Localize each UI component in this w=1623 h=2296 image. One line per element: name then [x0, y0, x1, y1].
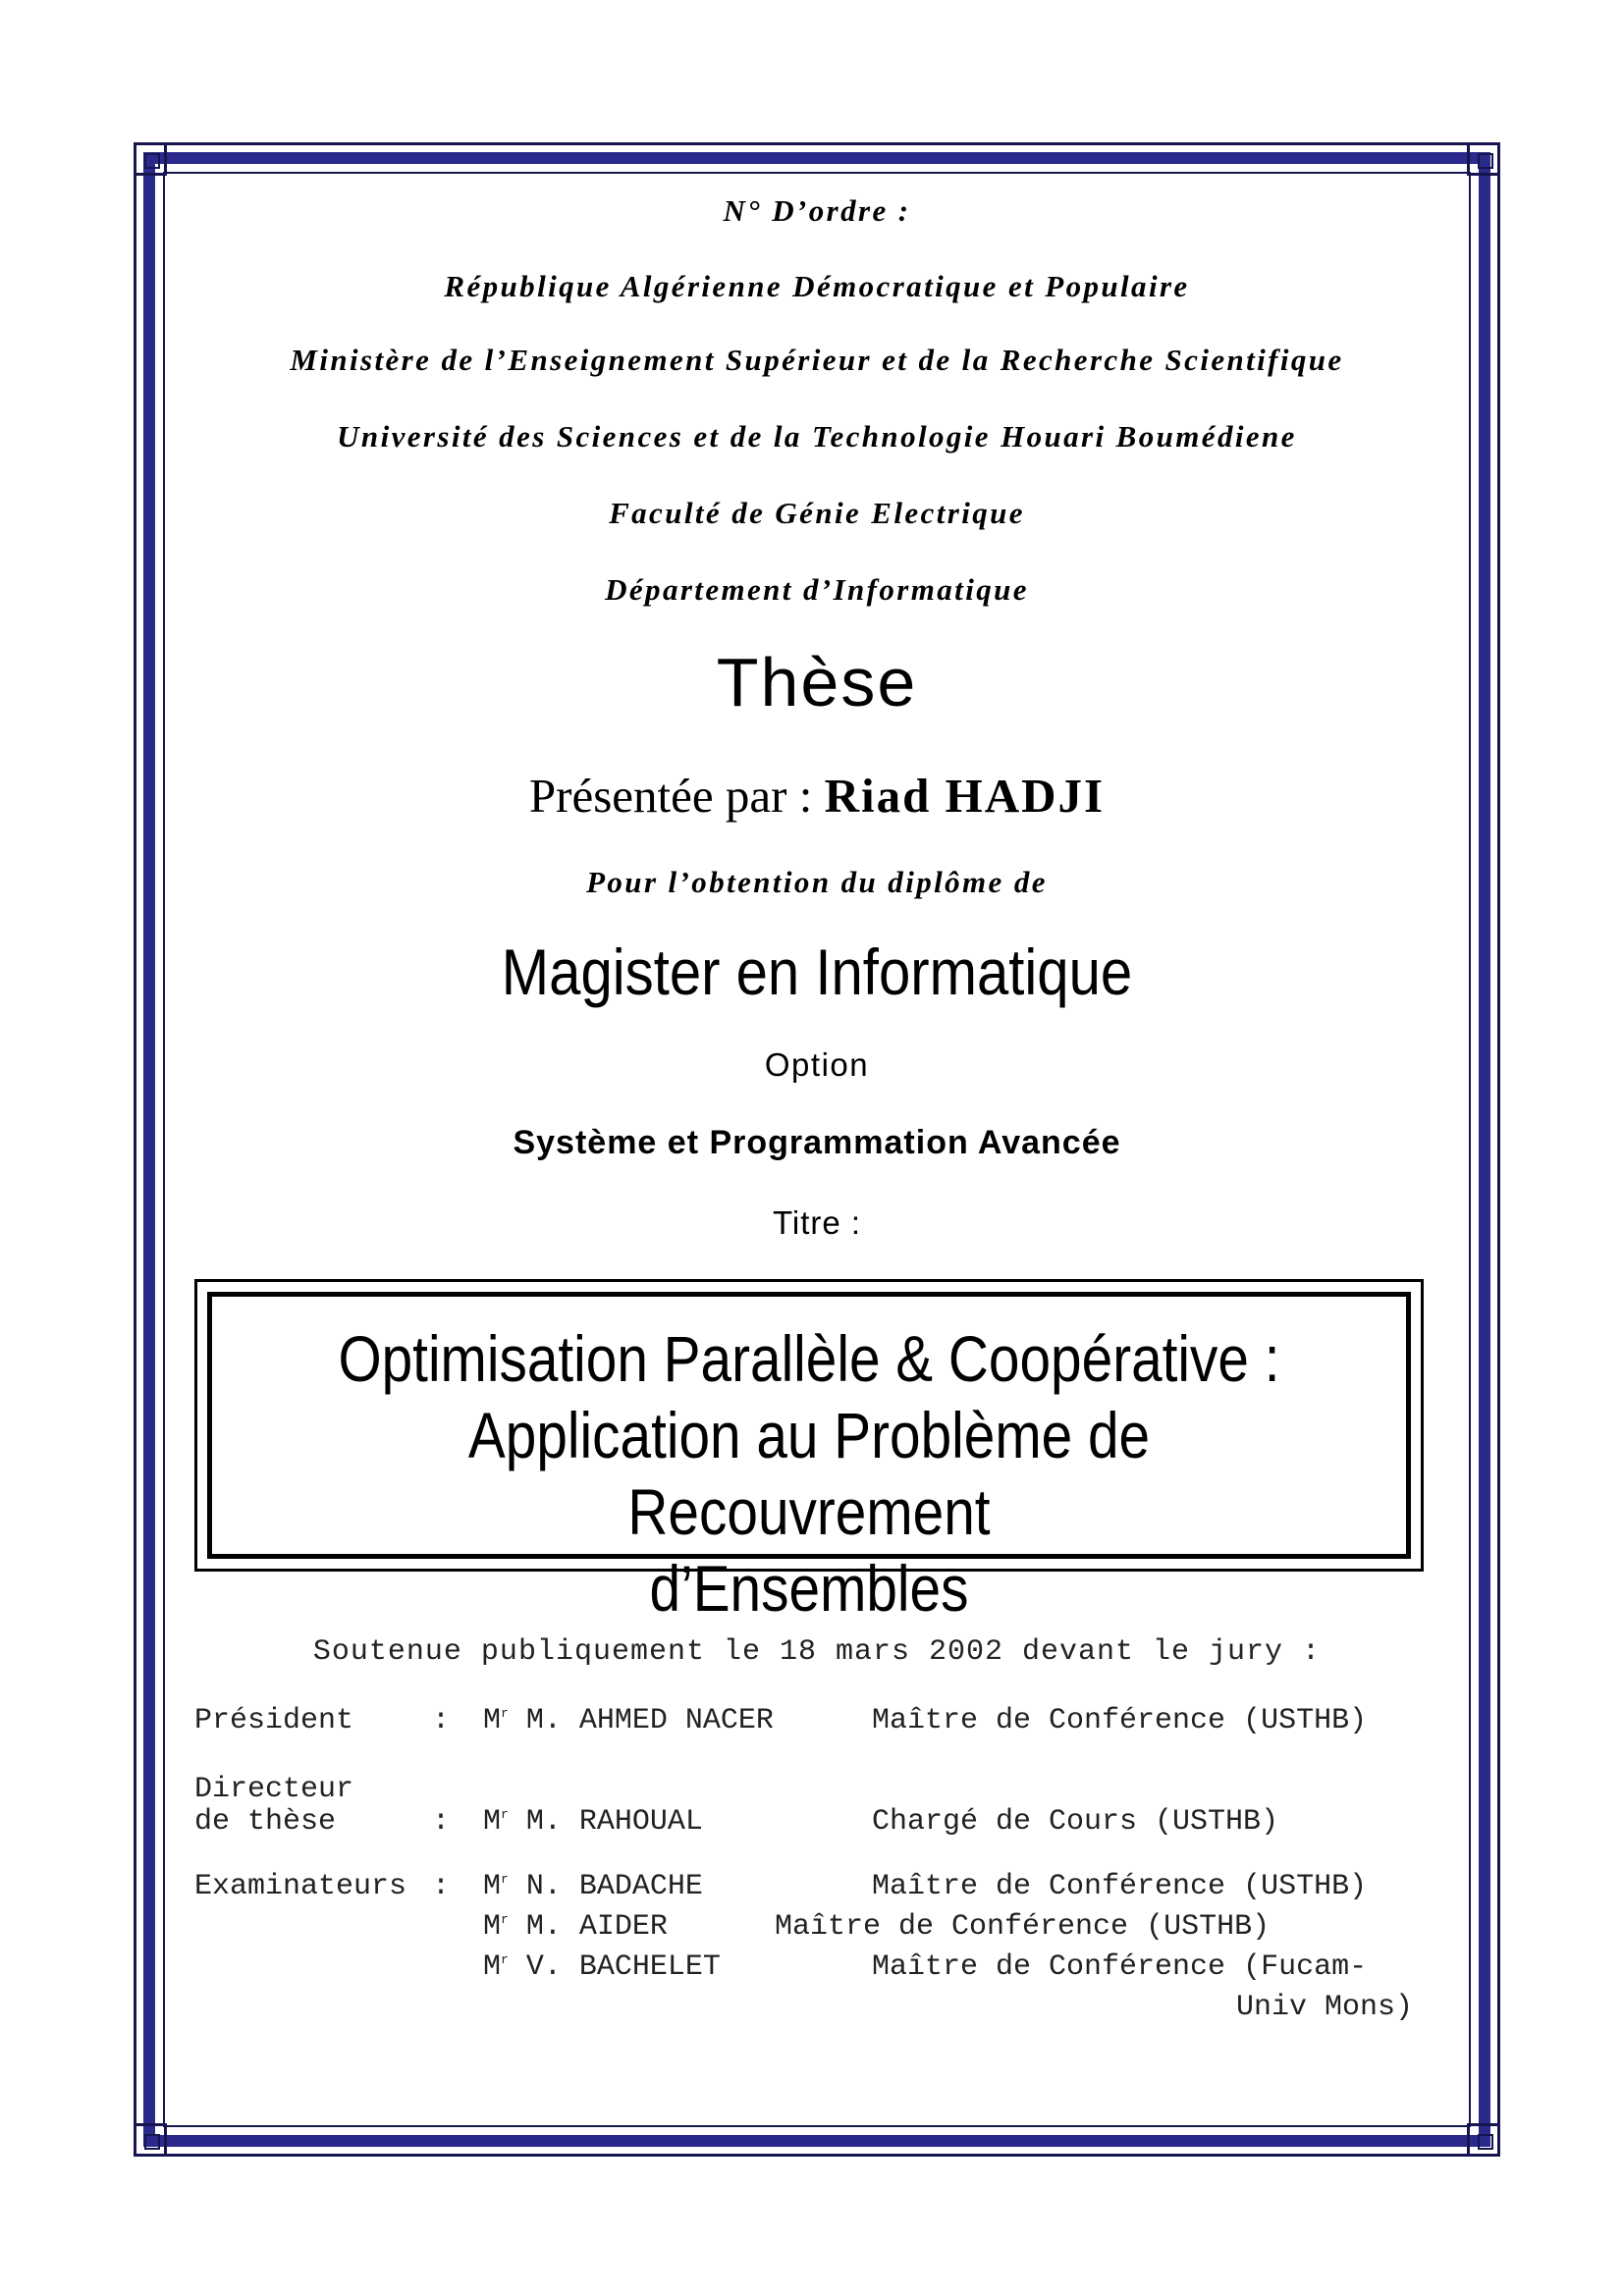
honorific-superscript: r [501, 1706, 509, 1721]
honorific-superscript: r [501, 1872, 509, 1887]
jury-member-position: Chargé de Cours (USTHB) [872, 1805, 1279, 1839]
jury-role-president: Président [194, 1704, 354, 1737]
title-frame [194, 1279, 1424, 1625]
thesis-heading: Thèse [716, 644, 918, 721]
jury-member-position: Maître de Conférence (Fucam- [872, 1950, 1368, 1984]
order-number-label: N° D’ordre : [723, 193, 911, 228]
border-corner-top-right [1467, 142, 1500, 176]
member-name: M. RAHOUAL [525, 1805, 703, 1839]
university-line: Université des Sciences et de la Technologie Houari Boumédiene [337, 419, 1297, 454]
honorific: M [483, 1950, 502, 1984]
jury-role-director-line1: Directeur [194, 1773, 354, 1806]
member-name: V. BACHELET [525, 1950, 721, 1984]
member-name: M. AIDER [525, 1910, 668, 1944]
honorific: M [483, 1870, 502, 1903]
title-frame-inner [207, 1292, 1411, 1625]
member-name: M. AHMED NACER [525, 1704, 774, 1737]
jury-member-position: Maître de Conférence (USTHB) [775, 1910, 1271, 1944]
republic-line: République Algérienne Démocratique et Populaire [444, 269, 1190, 303]
honorific-superscript: r [501, 1912, 509, 1927]
thesis-title-line: Application au Problème de Recouvrement [467, 1399, 1151, 1548]
member-name: N. BADACHE [525, 1870, 703, 1903]
jury-role-examiners: Examinateurs [194, 1870, 407, 1903]
jury-member-position: Maître de Conférence (USTHB) [872, 1870, 1368, 1903]
honorific: M [483, 1805, 502, 1839]
diploma-title: Magister en Informatique [501, 935, 1133, 1008]
jury-member-name [483, 1950, 721, 1984]
department-line: Département d’Informatique [605, 572, 1029, 607]
jury-member-position: Maître de Conférence (USTHB) [872, 1704, 1368, 1737]
defense-statement: Soutenue publiquement le 18 mars 2002 devant le jury : [312, 1635, 1322, 1669]
thesis-title [296, 1320, 1323, 1627]
honorific: M [483, 1910, 502, 1944]
honorific-superscript: r [501, 1807, 509, 1822]
jury-role-director-line2: de thèse [194, 1805, 337, 1839]
author-name: Riad HADJI [824, 769, 1106, 823]
presented-by [163, 768, 1471, 824]
border-corner-bottom-left [134, 2123, 167, 2157]
faculty-line: Faculté de Génie Electrique [609, 496, 1025, 530]
honorific: M [483, 1704, 502, 1737]
obtention-line: Pour l’obtention du diplôme de [586, 865, 1048, 899]
jury-member-name [483, 1870, 703, 1903]
jury-member-name [483, 1805, 703, 1839]
jury-colon: : [432, 1870, 451, 1903]
jury-colon: : [432, 1704, 451, 1737]
option-label: Option [764, 1046, 870, 1083]
title-label: Titre : [772, 1204, 862, 1241]
honorific-superscript: r [501, 1952, 509, 1967]
jury-member-name [483, 1910, 668, 1944]
border-corner-top-left [134, 142, 167, 176]
jury-member-name [483, 1704, 774, 1737]
thesis-title-line: d’Ensembles [649, 1552, 969, 1625]
option-value: Système et Programmation Avancée [513, 1124, 1121, 1161]
thesis-title-line: Optimisation Parallèle & Coopérative : [338, 1322, 1280, 1395]
jury-colon: : [432, 1805, 451, 1839]
border-corner-bottom-right [1467, 2123, 1500, 2157]
jury-member-position-continued: Univ Mons) [1236, 1991, 1414, 2024]
ministry-line: Ministère de l’Enseignement Supérieur et de la Recherche Scientifique [290, 343, 1344, 377]
presented-by-label: Présentée par : [528, 769, 825, 823]
